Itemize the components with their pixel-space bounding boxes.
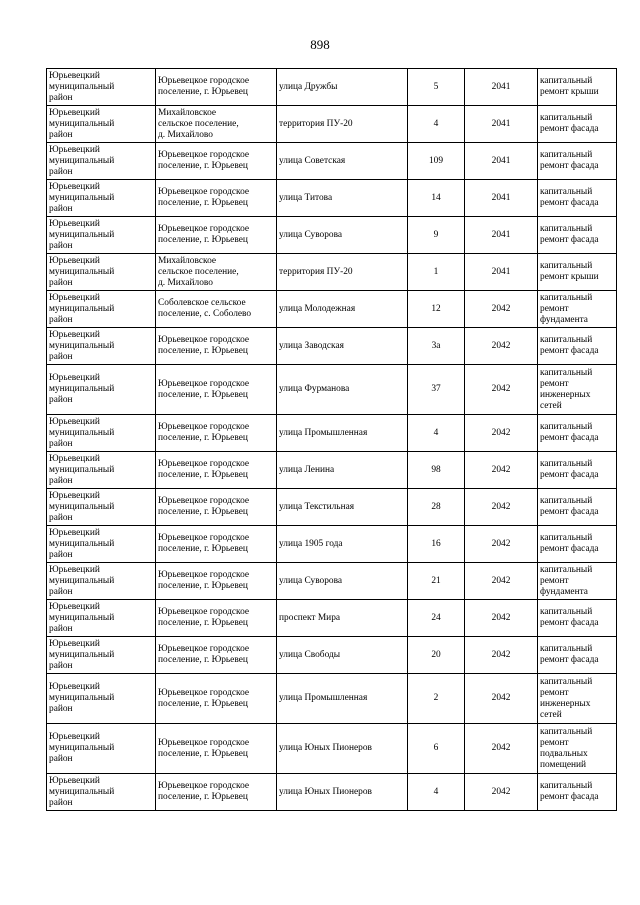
year-cell: 2041: [465, 217, 538, 254]
table-row: [47, 328, 617, 365]
settlement-cell: Юрьевецкое городское поселение, г. Юрьевец: [156, 563, 277, 600]
settlement-cell: Юрьевецкое городское поселение, г. Юрьевец: [156, 180, 277, 217]
settlement-cell: Юрьевецкое городское поселение, г. Юрьевец: [156, 217, 277, 254]
year-cell: 2042: [465, 415, 538, 452]
work-type-cell: капитальный ремонт фасада: [538, 526, 617, 563]
year-cell: 2042: [465, 291, 538, 328]
settlement-cell: Юрьевецкое городское поселение, г. Юрьевец: [156, 143, 277, 180]
street-cell: улица 1905 года: [277, 526, 408, 563]
settlement-cell: Юрьевецкое городское поселение, г. Юрьевец: [156, 69, 277, 106]
table-row: [47, 637, 617, 674]
settlement-cell: Юрьевецкое городское поселение, г. Юрьевец: [156, 600, 277, 637]
house-number-cell: 37: [408, 365, 465, 415]
year-cell: 2042: [465, 489, 538, 526]
house-number-cell: 3а: [408, 328, 465, 365]
street-cell: улица Промышленная: [277, 415, 408, 452]
work-type-cell: капитальный ремонт инженерных сетей: [538, 365, 617, 415]
work-type-cell: капитальный ремонт фасада: [538, 489, 617, 526]
table-row: [47, 143, 617, 180]
table-row: [47, 180, 617, 217]
house-number-cell: 20: [408, 637, 465, 674]
settlement-cell: Юрьевецкое городское поселение, г. Юрьевец: [156, 489, 277, 526]
repair-schedule-table: [46, 68, 617, 811]
street-cell: улица Заводская: [277, 328, 408, 365]
table-row: [47, 106, 617, 143]
settlement-cell: Юрьевецкое городское поселение, г. Юрьевец: [156, 452, 277, 489]
house-number-cell: 2: [408, 674, 465, 724]
house-number-cell: 24: [408, 600, 465, 637]
settlement-cell: Михайловское сельское поселение, д. Михайлово: [156, 106, 277, 143]
table-row: [47, 415, 617, 452]
year-cell: 2042: [465, 600, 538, 637]
district-cell: Юрьевецкий муниципальный район: [47, 600, 156, 637]
work-type-cell: капитальный ремонт фасада: [538, 143, 617, 180]
work-type-cell: капитальный ремонт фасада: [538, 600, 617, 637]
settlement-cell: Юрьевецкое городское поселение, г. Юрьевец: [156, 674, 277, 724]
street-cell: улица Советская: [277, 143, 408, 180]
work-type-cell: капитальный ремонт фасада: [538, 180, 617, 217]
district-cell: Юрьевецкий муниципальный район: [47, 69, 156, 106]
settlement-cell: Юрьевецкое городское поселение, г. Юрьевец: [156, 328, 277, 365]
settlement-cell: Юрьевецкое городское поселение, г. Юрьевец: [156, 415, 277, 452]
year-cell: 2041: [465, 143, 538, 180]
table-row: [47, 526, 617, 563]
work-type-cell: капитальный ремонт подвальных помещений: [538, 724, 617, 774]
page-number: 898: [310, 37, 330, 52]
work-type-cell: капитальный ремонт фасада: [538, 106, 617, 143]
district-cell: Юрьевецкий муниципальный район: [47, 637, 156, 674]
settlement-cell: Юрьевецкое городское поселение, г. Юрьевец: [156, 526, 277, 563]
house-number-cell: 109: [408, 143, 465, 180]
street-cell: улица Ленина: [277, 452, 408, 489]
district-cell: Юрьевецкий муниципальный район: [47, 489, 156, 526]
year-cell: 2042: [465, 328, 538, 365]
settlement-cell: Юрьевецкое городское поселение, г. Юрьевец: [156, 774, 277, 811]
house-number-cell: 4: [408, 106, 465, 143]
settlement-cell: Юрьевецкое городское поселение, г. Юрьевец: [156, 637, 277, 674]
district-cell: Юрьевецкий муниципальный район: [47, 254, 156, 291]
table-row: [47, 365, 617, 415]
house-number-cell: 6: [408, 724, 465, 774]
street-cell: улица Текстильная: [277, 489, 408, 526]
street-cell: проспект Мира: [277, 600, 408, 637]
street-cell: улица Дружбы: [277, 69, 408, 106]
house-number-cell: 14: [408, 180, 465, 217]
work-type-cell: капитальный ремонт фундамента: [538, 563, 617, 600]
street-cell: улица Титова: [277, 180, 408, 217]
street-cell: улица Фурманова: [277, 365, 408, 415]
table-row: [47, 489, 617, 526]
year-cell: 2042: [465, 526, 538, 563]
table-row: [47, 724, 617, 774]
settlement-cell: Михайловское сельское поселение, д. Михайлово: [156, 254, 277, 291]
house-number-cell: 5: [408, 69, 465, 106]
settlement-cell: Юрьевецкое городское поселение, г. Юрьевец: [156, 724, 277, 774]
year-cell: 2041: [465, 69, 538, 106]
table-row: [47, 254, 617, 291]
table-row: [47, 563, 617, 600]
year-cell: 2042: [465, 637, 538, 674]
house-number-cell: 98: [408, 452, 465, 489]
table-row: [47, 452, 617, 489]
district-cell: Юрьевецкий муниципальный район: [47, 526, 156, 563]
house-number-cell: 28: [408, 489, 465, 526]
street-cell: улица Суворова: [277, 563, 408, 600]
work-type-cell: капитальный ремонт фасада: [538, 774, 617, 811]
year-cell: 2042: [465, 724, 538, 774]
year-cell: 2042: [465, 563, 538, 600]
street-cell: улица Молодежная: [277, 291, 408, 328]
district-cell: Юрьевецкий муниципальный район: [47, 180, 156, 217]
settlement-cell: Юрьевецкое городское поселение, г. Юрьевец: [156, 365, 277, 415]
house-number-cell: 12: [408, 291, 465, 328]
district-cell: Юрьевецкий муниципальный район: [47, 415, 156, 452]
work-type-cell: капитальный ремонт фасада: [538, 637, 617, 674]
house-number-cell: 9: [408, 217, 465, 254]
street-cell: улица Промышленная: [277, 674, 408, 724]
street-cell: улица Юных Пионеров: [277, 724, 408, 774]
settlement-cell: Соболевское сельское поселение, с. Соболево: [156, 291, 277, 328]
year-cell: 2042: [465, 774, 538, 811]
district-cell: Юрьевецкий муниципальный район: [47, 563, 156, 600]
table-row: [47, 774, 617, 811]
table-row: [47, 291, 617, 328]
district-cell: Юрьевецкий муниципальный район: [47, 724, 156, 774]
table-row: [47, 69, 617, 106]
district-cell: Юрьевецкий муниципальный район: [47, 452, 156, 489]
house-number-cell: 1: [408, 254, 465, 291]
house-number-cell: 21: [408, 563, 465, 600]
district-cell: Юрьевецкий муниципальный район: [47, 774, 156, 811]
street-cell: территория ПУ-20: [277, 106, 408, 143]
table-row: [47, 600, 617, 637]
street-cell: улица Свободы: [277, 637, 408, 674]
work-type-cell: капитальный ремонт инженерных сетей: [538, 674, 617, 724]
work-type-cell: капитальный ремонт фасада: [538, 217, 617, 254]
street-cell: улица Юных Пионеров: [277, 774, 408, 811]
house-number-cell: 4: [408, 774, 465, 811]
district-cell: Юрьевецкий муниципальный район: [47, 106, 156, 143]
year-cell: 2041: [465, 180, 538, 217]
house-number-cell: 4: [408, 415, 465, 452]
district-cell: Юрьевецкий муниципальный район: [47, 328, 156, 365]
table-row: [47, 674, 617, 724]
year-cell: 2041: [465, 254, 538, 291]
street-cell: улица Суворова: [277, 217, 408, 254]
table-body: [47, 69, 617, 811]
house-number-cell: 16: [408, 526, 465, 563]
year-cell: 2042: [465, 365, 538, 415]
year-cell: 2042: [465, 452, 538, 489]
district-cell: Юрьевецкий муниципальный район: [47, 674, 156, 724]
table-row: [47, 217, 617, 254]
work-type-cell: капитальный ремонт фасада: [538, 328, 617, 365]
work-type-cell: капитальный ремонт фасада: [538, 452, 617, 489]
work-type-cell: капитальный ремонт крыши: [538, 254, 617, 291]
street-cell: территория ПУ-20: [277, 254, 408, 291]
year-cell: 2041: [465, 106, 538, 143]
work-type-cell: капитальный ремонт фасада: [538, 415, 617, 452]
work-type-cell: капитальный ремонт крыши: [538, 69, 617, 106]
district-cell: Юрьевецкий муниципальный район: [47, 291, 156, 328]
district-cell: Юрьевецкий муниципальный район: [47, 217, 156, 254]
year-cell: 2042: [465, 674, 538, 724]
district-cell: Юрьевецкий муниципальный район: [47, 365, 156, 415]
work-type-cell: капитальный ремонт фундамента: [538, 291, 617, 328]
district-cell: Юрьевецкий муниципальный район: [47, 143, 156, 180]
